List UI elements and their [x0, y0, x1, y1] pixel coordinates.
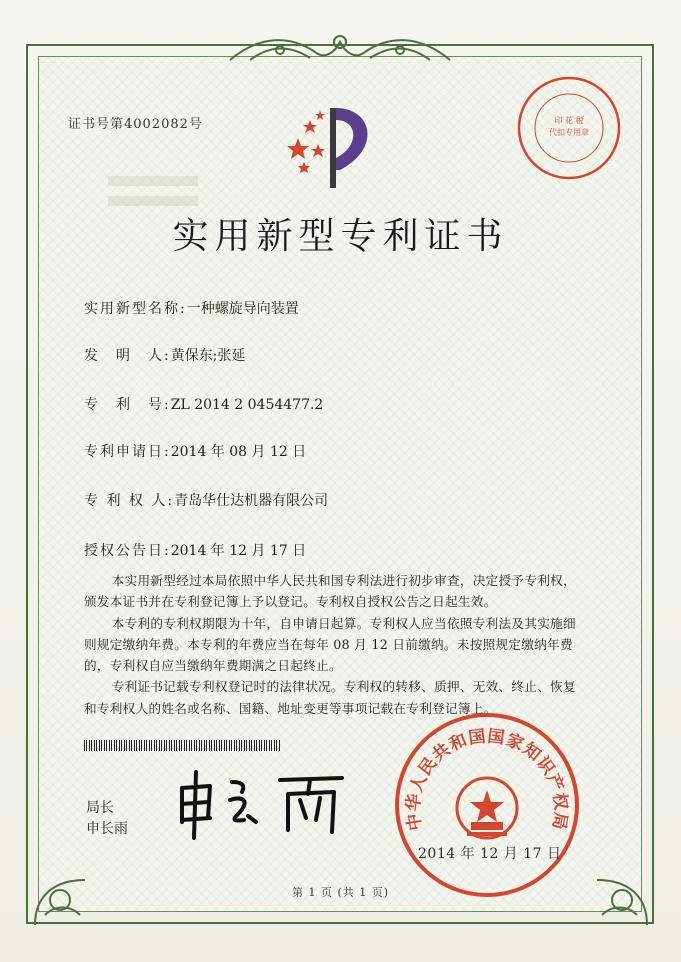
field-value: 一种螺旋导向装置 [186, 301, 299, 317]
field-value: 青岛华仕达机器有限公司 [174, 493, 329, 509]
director-name: 申长雨 [86, 821, 128, 837]
tax-stamp-seal [514, 73, 624, 183]
official-seal [392, 710, 582, 900]
patent-office-logo [280, 100, 390, 200]
svg-text:印 花 税: 印 花 税 [554, 116, 584, 125]
field-utility-model-name [84, 298, 299, 318]
body-paragraph: 本实用新型经过本局依照中华人民共和国专利法进行初步审查，决定授予专利权，颁发本证书并在专利登记簿上予以登记。专利权自授权公告之日起生效。 [84, 573, 576, 610]
field-inventors [84, 345, 245, 365]
field-filing-date [84, 441, 306, 461]
page-footer: 第 1 页 (共 1 页) [291, 886, 390, 899]
field-value: 2014 年 12 月 17 日 [170, 543, 307, 559]
barcode [84, 740, 280, 751]
director-title: 局长 [86, 800, 114, 816]
top-ornament [220, 30, 460, 70]
field-patent-number [84, 394, 323, 414]
certificate-number: 证书号第4002082号 [68, 117, 203, 132]
field-label: 发 明 人: [84, 348, 171, 364]
director-signature [170, 760, 350, 840]
bottom-left-ornament [30, 870, 100, 930]
field-label: 专利申请日: [84, 444, 171, 460]
seal-date: 2014 年 12 月 17 日 [418, 846, 562, 862]
faint-text-line [108, 196, 198, 206]
field-value: 2014 年 08 月 12 日 [170, 444, 307, 460]
field-grant-date [84, 540, 306, 560]
svg-text:代扣专用章: 代扣专用章 [549, 128, 589, 137]
field-label: 专 利 号: [84, 397, 171, 413]
field-label: 授权公告日: [84, 543, 171, 559]
seal-text: 中华人民共和国国家知识产权局 [403, 726, 571, 832]
field-patentee [84, 490, 328, 510]
field-label: 实用新型名称: [84, 301, 187, 317]
body-paragraph: 专利证书记载专利权登记时的法律状况。专利权的转移、质押、无效、终止、恢复和专利权人的姓名或名称、国籍、地址变更等事项记载在专利登记簿上。 [84, 679, 576, 716]
field-value: ZL 2014 2 0454477.2 [170, 397, 324, 413]
body-paragraph: 本专利的专利权期限为十年，自申请日起算。专利权人应当依照专利法及其实施细则规定缴纳年费。本专利的年费应当在每年 08 月 12 日前缴纳。未按照规定缴纳年费的，专利权自应当缴纳年费期满之日起终止。 [84, 615, 576, 674]
field-label: 专 利 权 人: [84, 493, 175, 509]
faint-text-line [108, 176, 198, 186]
certificate-title: 实用新型专利证书 [172, 216, 509, 257]
field-value: 黄保东;张延 [170, 348, 246, 364]
certificate-body [84, 570, 584, 719]
bottom-right-ornament [582, 870, 652, 930]
